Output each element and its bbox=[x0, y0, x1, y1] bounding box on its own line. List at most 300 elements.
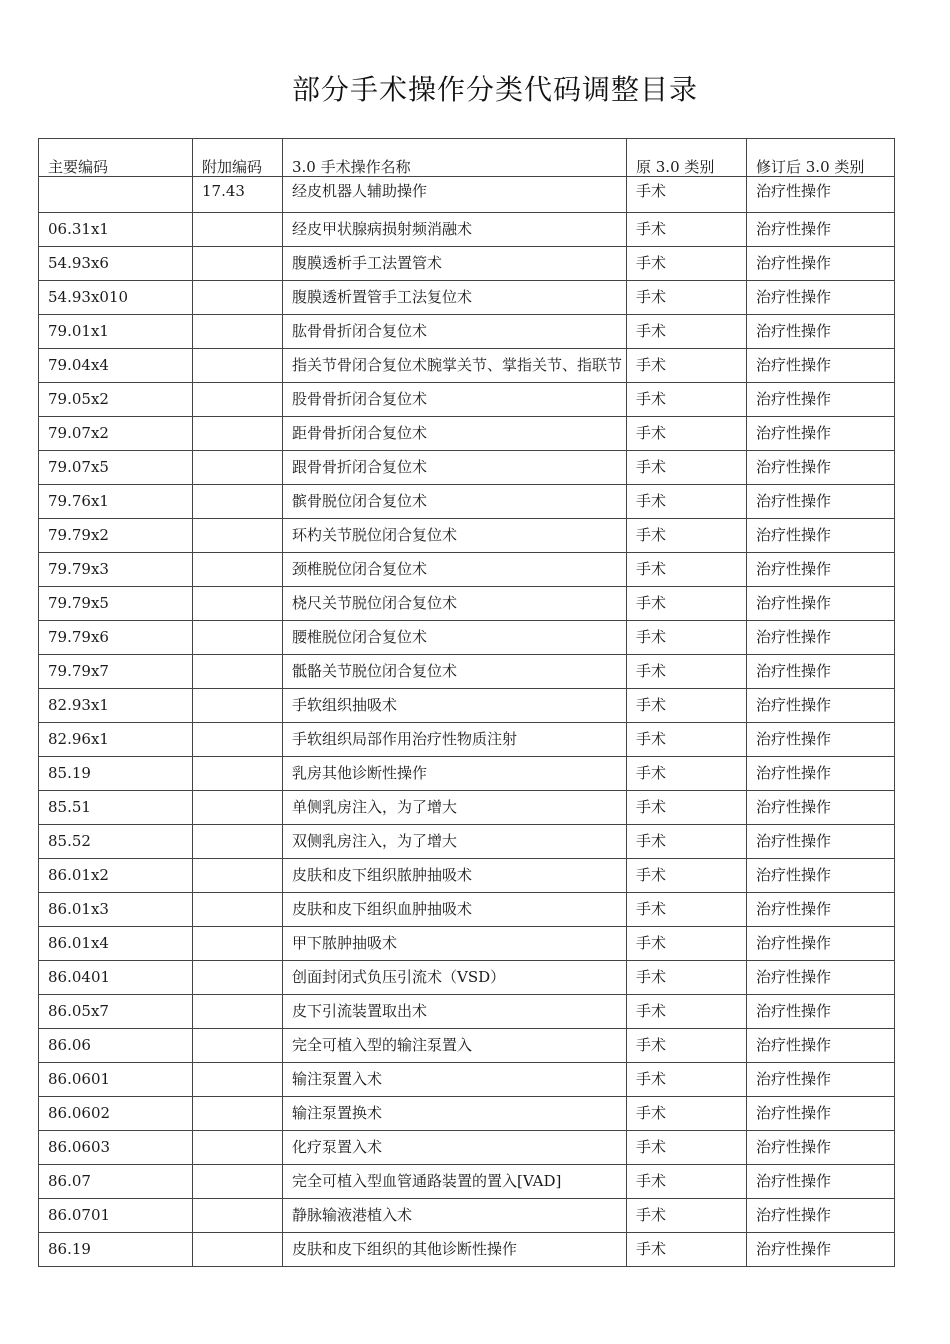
main-code-cell bbox=[39, 723, 193, 757]
procedure-name-cell bbox=[283, 893, 627, 927]
revised-category-cell bbox=[747, 689, 895, 723]
procedure-name-cell bbox=[283, 247, 627, 281]
revised-category-cell-text: 治疗性操作 bbox=[756, 182, 832, 200]
procedure-name-cell-text: 桡尺关节脱位闭合复位术 bbox=[292, 594, 458, 612]
original-category-cell-text: 手术 bbox=[636, 288, 667, 306]
main-code-cell bbox=[39, 995, 193, 1029]
table-row bbox=[39, 1029, 895, 1063]
extra-code-cell bbox=[193, 1063, 283, 1097]
extra-code-cell bbox=[193, 247, 283, 281]
original-category-cell-text: 手术 bbox=[636, 934, 667, 952]
table-row bbox=[39, 383, 895, 417]
original-category-cell bbox=[627, 417, 747, 451]
procedure-name-cell-text: 手软组织抽吸术 bbox=[292, 696, 398, 714]
original-category-cell-text: 手术 bbox=[636, 1036, 667, 1054]
revised-category-cell bbox=[747, 1029, 895, 1063]
table-row bbox=[39, 995, 895, 1029]
revised-category-cell bbox=[747, 247, 895, 281]
procedure-name-cell bbox=[283, 1029, 627, 1063]
procedure-name-cell bbox=[283, 655, 627, 689]
main-code-cell bbox=[39, 1029, 193, 1063]
procedure-name-cell-text: 跟骨骨折闭合复位术 bbox=[292, 458, 428, 476]
original-category-cell-text: 手术 bbox=[636, 390, 667, 408]
original-category-cell bbox=[627, 1131, 747, 1165]
revised-category-cell-text: 治疗性操作 bbox=[756, 1172, 832, 1190]
original-category-cell bbox=[627, 655, 747, 689]
main-code-cell-text: 86.0602 bbox=[48, 1104, 111, 1122]
extra-code-cell bbox=[193, 689, 283, 723]
main-code-cell-text: 86.0701 bbox=[48, 1206, 111, 1224]
table-row bbox=[39, 553, 895, 587]
procedure-name-cell-text: 腹膜透析手工法置管术 bbox=[292, 254, 443, 272]
revised-category-cell bbox=[747, 859, 895, 893]
revised-category-cell bbox=[747, 177, 895, 213]
original-category-cell-text: 手术 bbox=[636, 220, 667, 238]
procedure-name-cell bbox=[283, 417, 627, 451]
procedure-name-cell-text: 输注泵置换术 bbox=[292, 1104, 383, 1122]
table-row bbox=[39, 621, 895, 655]
main-code-cell-text: 86.0603 bbox=[48, 1138, 111, 1156]
procedure-name-cell bbox=[283, 757, 627, 791]
revised-category-cell bbox=[747, 961, 895, 995]
document-title: 部分手术操作分类代码调整目录 bbox=[291, 73, 698, 106]
original-category-cell bbox=[627, 825, 747, 859]
revised-category-cell bbox=[747, 1165, 895, 1199]
main-code-cell-text: 86.05x7 bbox=[48, 1002, 109, 1020]
original-category-cell bbox=[627, 1029, 747, 1063]
header-extra-code: 附加编码 bbox=[193, 139, 283, 177]
original-category-cell-text: 手术 bbox=[636, 696, 667, 714]
main-code-cell bbox=[39, 927, 193, 961]
revised-category-cell bbox=[747, 213, 895, 247]
revised-category-cell-text: 治疗性操作 bbox=[756, 900, 832, 918]
procedure-name-cell-text: 肱骨骨折闭合复位术 bbox=[292, 322, 428, 340]
original-category-cell-text: 手术 bbox=[636, 182, 667, 200]
table-row bbox=[39, 723, 895, 757]
header-procedure-name: 3.0 手术操作名称 bbox=[283, 139, 627, 177]
extra-code-cell bbox=[193, 553, 283, 587]
original-category-cell bbox=[627, 485, 747, 519]
main-code-cell bbox=[39, 757, 193, 791]
main-code-cell bbox=[39, 587, 193, 621]
revised-category-cell bbox=[747, 927, 895, 961]
main-code-cell bbox=[39, 689, 193, 723]
original-category-cell bbox=[627, 315, 747, 349]
extra-code-cell bbox=[193, 893, 283, 927]
main-code-cell bbox=[39, 825, 193, 859]
extra-code-cell bbox=[193, 417, 283, 451]
original-category-cell bbox=[627, 961, 747, 995]
procedure-name-cell-text: 静脉输液港植入术 bbox=[292, 1206, 413, 1224]
table-row bbox=[39, 655, 895, 689]
revised-category-cell bbox=[747, 621, 895, 655]
revised-category-cell bbox=[747, 1131, 895, 1165]
main-code-cell-text: 79.79x5 bbox=[48, 594, 109, 612]
revised-category-cell-text: 治疗性操作 bbox=[756, 1070, 832, 1088]
extra-code-cell bbox=[193, 1097, 283, 1131]
main-code-cell-text: 54.93x6 bbox=[48, 254, 109, 272]
main-code-cell bbox=[39, 1131, 193, 1165]
revised-category-cell-text: 治疗性操作 bbox=[756, 934, 832, 952]
procedure-name-cell bbox=[283, 689, 627, 723]
main-code-cell-text: 86.0401 bbox=[48, 968, 111, 986]
original-category-cell bbox=[627, 247, 747, 281]
revised-category-cell bbox=[747, 553, 895, 587]
revised-category-cell bbox=[747, 825, 895, 859]
revised-category-cell bbox=[747, 893, 895, 927]
main-code-cell-text: 79.79x3 bbox=[48, 560, 109, 578]
main-code-cell bbox=[39, 485, 193, 519]
procedure-name-cell-text: 完全可植入型血管通路装置的置入[VAD] bbox=[292, 1172, 562, 1190]
extra-code-cell bbox=[193, 995, 283, 1029]
procedure-name-cell-text: 完全可植入型的输注泵置入 bbox=[292, 1036, 473, 1054]
extra-code-cell bbox=[193, 177, 283, 213]
main-code-cell bbox=[39, 859, 193, 893]
extra-code-cell bbox=[193, 1165, 283, 1199]
original-category-cell-text: 手术 bbox=[636, 628, 667, 646]
main-code-cell bbox=[39, 655, 193, 689]
revised-category-cell bbox=[747, 655, 895, 689]
main-code-cell bbox=[39, 383, 193, 417]
revised-category-cell-text: 治疗性操作 bbox=[756, 764, 832, 782]
table-row bbox=[39, 859, 895, 893]
original-category-cell bbox=[627, 519, 747, 553]
procedure-name-cell-text: 腹膜透析置管手工法复位术 bbox=[292, 288, 473, 306]
revised-category-cell-text: 治疗性操作 bbox=[756, 492, 832, 510]
revised-category-cell bbox=[747, 995, 895, 1029]
main-code-cell-text: 54.93x010 bbox=[48, 288, 129, 306]
revised-category-cell-text: 治疗性操作 bbox=[756, 1138, 832, 1156]
main-code-cell bbox=[39, 519, 193, 553]
table-row bbox=[39, 961, 895, 995]
extra-code-cell bbox=[193, 587, 283, 621]
original-category-cell bbox=[627, 689, 747, 723]
procedure-name-cell-text: 化疗泵置入术 bbox=[292, 1138, 383, 1156]
original-category-cell bbox=[627, 553, 747, 587]
original-category-cell-text: 手术 bbox=[636, 764, 667, 782]
procedure-name-cell-text: 单侧乳房注入，为了增大 bbox=[292, 798, 458, 816]
original-category-cell-text: 手术 bbox=[636, 356, 667, 374]
procedure-name-cell bbox=[283, 1199, 627, 1233]
revised-category-cell-text: 治疗性操作 bbox=[756, 322, 832, 340]
revised-category-cell bbox=[747, 1097, 895, 1131]
extra-code-cell bbox=[193, 723, 283, 757]
original-category-cell-text: 手术 bbox=[636, 1104, 667, 1122]
revised-category-cell bbox=[747, 383, 895, 417]
revised-category-cell bbox=[747, 1199, 895, 1233]
original-category-cell bbox=[627, 859, 747, 893]
main-code-cell-text: 86.06 bbox=[48, 1036, 91, 1054]
revised-category-cell-text: 治疗性操作 bbox=[756, 730, 832, 748]
revised-category-cell-text: 治疗性操作 bbox=[756, 390, 832, 408]
main-code-cell bbox=[39, 349, 193, 383]
extra-code-cell bbox=[193, 383, 283, 417]
table-row bbox=[39, 1063, 895, 1097]
main-code-cell-text: 79.79x2 bbox=[48, 526, 109, 544]
procedure-name-cell bbox=[283, 1063, 627, 1097]
main-code-cell-text: 06.31x1 bbox=[48, 220, 109, 238]
procedure-name-cell-text: 经皮甲状腺病损射频消融术 bbox=[292, 220, 473, 238]
revised-category-cell-text: 治疗性操作 bbox=[756, 628, 832, 646]
original-category-cell bbox=[627, 213, 747, 247]
procedure-name-cell bbox=[283, 621, 627, 655]
procedure-name-cell bbox=[283, 177, 627, 213]
table-row bbox=[39, 485, 895, 519]
revised-category-cell bbox=[747, 349, 895, 383]
main-code-cell-text: 79.07x5 bbox=[48, 458, 109, 476]
original-category-cell-text: 手术 bbox=[636, 832, 667, 850]
main-code-cell-text: 86.07 bbox=[48, 1172, 91, 1190]
revised-category-cell bbox=[747, 417, 895, 451]
revised-category-cell-text: 治疗性操作 bbox=[756, 220, 832, 238]
procedure-name-cell bbox=[283, 1233, 627, 1267]
procedure-name-cell-text: 皮肤和皮下组织血肿抽吸术 bbox=[292, 900, 473, 918]
revised-category-cell-text: 治疗性操作 bbox=[756, 1104, 832, 1122]
main-code-cell bbox=[39, 791, 193, 825]
original-category-cell-text: 手术 bbox=[636, 424, 667, 442]
original-category-cell-text: 手术 bbox=[636, 866, 667, 884]
extra-code-cell bbox=[193, 655, 283, 689]
procedure-name-cell bbox=[283, 383, 627, 417]
revised-category-cell bbox=[747, 1233, 895, 1267]
table-row bbox=[39, 1097, 895, 1131]
revised-category-cell-text: 治疗性操作 bbox=[756, 832, 832, 850]
revised-category-cell-text: 治疗性操作 bbox=[756, 696, 832, 714]
procedure-name-cell-text: 手软组织局部作用治疗性物质注射 bbox=[292, 730, 518, 748]
main-code-cell-text: 86.01x2 bbox=[48, 866, 109, 884]
procedure-name-cell-text: 骶骼关节脱位闭合复位术 bbox=[292, 662, 458, 680]
extra-code-cell bbox=[193, 451, 283, 485]
revised-category-cell bbox=[747, 587, 895, 621]
main-code-cell bbox=[39, 553, 193, 587]
table-row bbox=[39, 451, 895, 485]
original-category-cell bbox=[627, 1165, 747, 1199]
original-category-cell bbox=[627, 349, 747, 383]
procedure-name-cell bbox=[283, 995, 627, 1029]
revised-category-cell bbox=[747, 451, 895, 485]
procedure-name-cell-text: 腰椎脱位闭合复位术 bbox=[292, 628, 428, 646]
main-code-cell-text: 79.05x2 bbox=[48, 390, 109, 408]
table-row bbox=[39, 1131, 895, 1165]
extra-code-cell bbox=[193, 1029, 283, 1063]
revised-category-cell-text: 治疗性操作 bbox=[756, 662, 832, 680]
extra-code-cell bbox=[193, 485, 283, 519]
original-category-cell-text: 手术 bbox=[636, 1138, 667, 1156]
extra-code-cell bbox=[193, 281, 283, 315]
revised-category-cell bbox=[747, 315, 895, 349]
extra-code-cell bbox=[193, 349, 283, 383]
procedure-name-cell bbox=[283, 349, 627, 383]
main-code-cell-text: 79.07x2 bbox=[48, 424, 109, 442]
procedure-name-cell bbox=[283, 315, 627, 349]
procedure-name-cell bbox=[283, 519, 627, 553]
procedure-name-cell bbox=[283, 213, 627, 247]
procedure-name-cell-text: 环杓关节脱位闭合复位术 bbox=[292, 526, 458, 544]
procedure-name-cell-text: 髌骨脱位闭合复位术 bbox=[292, 492, 428, 510]
original-category-cell bbox=[627, 1063, 747, 1097]
original-category-cell-text: 手术 bbox=[636, 1206, 667, 1224]
revised-category-cell-text: 治疗性操作 bbox=[756, 458, 832, 476]
original-category-cell-text: 手术 bbox=[636, 798, 667, 816]
procedure-name-cell bbox=[283, 927, 627, 961]
extra-code-cell bbox=[193, 1199, 283, 1233]
procedure-name-cell bbox=[283, 1131, 627, 1165]
main-code-cell bbox=[39, 1233, 193, 1267]
original-category-cell bbox=[627, 451, 747, 485]
table-row bbox=[39, 791, 895, 825]
original-category-cell-text: 手术 bbox=[636, 1240, 667, 1258]
header-revised-category: 修订后 3.0 类别 bbox=[747, 139, 895, 177]
procedure-name-cell bbox=[283, 723, 627, 757]
procedure-name-cell bbox=[283, 1097, 627, 1131]
main-code-cell-text: 82.96x1 bbox=[48, 730, 109, 748]
revised-category-cell bbox=[747, 519, 895, 553]
main-code-cell-text: 86.19 bbox=[48, 1240, 91, 1258]
main-code-cell-text: 86.01x4 bbox=[48, 934, 109, 952]
procedure-name-cell-text: 皮肤和皮下组织脓肿抽吸术 bbox=[292, 866, 473, 884]
table-header-row bbox=[39, 139, 895, 177]
table-row bbox=[39, 1199, 895, 1233]
extra-code-cell bbox=[193, 315, 283, 349]
original-category-cell bbox=[627, 893, 747, 927]
revised-category-cell bbox=[747, 281, 895, 315]
revised-category-cell-text: 治疗性操作 bbox=[756, 526, 832, 544]
original-category-cell-text: 手术 bbox=[636, 322, 667, 340]
revised-category-cell-text: 治疗性操作 bbox=[756, 1036, 832, 1054]
procedure-name-cell-text: 皮下引流装置取出术 bbox=[292, 1002, 428, 1020]
procedure-name-cell-text: 颈椎脱位闭合复位术 bbox=[292, 560, 428, 578]
table-row bbox=[39, 689, 895, 723]
original-category-cell-text: 手术 bbox=[636, 662, 667, 680]
original-category-cell-text: 手术 bbox=[636, 526, 667, 544]
revised-category-cell bbox=[747, 723, 895, 757]
procedure-name-cell bbox=[283, 587, 627, 621]
table-row bbox=[39, 213, 895, 247]
original-category-cell bbox=[627, 1097, 747, 1131]
procedure-name-cell-text: 距骨骨折闭合复位术 bbox=[292, 424, 428, 442]
extra-code-cell bbox=[193, 519, 283, 553]
procedure-name-cell bbox=[283, 1165, 627, 1199]
original-category-cell-text: 手术 bbox=[636, 1070, 667, 1088]
procedure-name-cell bbox=[283, 553, 627, 587]
table-row bbox=[39, 315, 895, 349]
table-row bbox=[39, 757, 895, 791]
extra-code-cell bbox=[193, 791, 283, 825]
main-code-cell-text: 79.79x6 bbox=[48, 628, 109, 646]
procedure-name-cell bbox=[283, 859, 627, 893]
header-original-category: 原 3.0 类别 bbox=[627, 139, 747, 177]
table-row bbox=[39, 1165, 895, 1199]
original-category-cell bbox=[627, 757, 747, 791]
procedure-name-cell-text: 乳房其他诊断性操作 bbox=[292, 764, 428, 782]
original-category-cell bbox=[627, 177, 747, 213]
revised-category-cell-text: 治疗性操作 bbox=[756, 1002, 832, 1020]
procedure-name-cell bbox=[283, 281, 627, 315]
original-category-cell bbox=[627, 927, 747, 961]
main-code-cell bbox=[39, 281, 193, 315]
main-code-cell bbox=[39, 213, 193, 247]
extra-code-cell bbox=[193, 927, 283, 961]
revised-category-cell-text: 治疗性操作 bbox=[756, 1240, 832, 1258]
revised-category-cell-text: 治疗性操作 bbox=[756, 254, 832, 272]
procedure-name-cell bbox=[283, 825, 627, 859]
original-category-cell bbox=[627, 621, 747, 655]
main-code-cell bbox=[39, 1199, 193, 1233]
procedure-name-cell-text: 双侧乳房注入，为了增大 bbox=[292, 832, 458, 850]
main-code-cell-text: 82.93x1 bbox=[48, 696, 109, 714]
table-row bbox=[39, 281, 895, 315]
table-row bbox=[39, 927, 895, 961]
main-code-cell-text: 85.52 bbox=[48, 832, 91, 850]
original-category-cell bbox=[627, 1199, 747, 1233]
extra-code-cell bbox=[193, 961, 283, 995]
table-row bbox=[39, 519, 895, 553]
procedure-name-cell-text: 股骨骨折闭合复位术 bbox=[292, 390, 428, 408]
table-row bbox=[39, 587, 895, 621]
original-category-cell-text: 手术 bbox=[636, 730, 667, 748]
original-category-cell bbox=[627, 723, 747, 757]
procedure-name-cell-text: 皮肤和皮下组织的其他诊断性操作 bbox=[292, 1240, 518, 1258]
table-row bbox=[39, 893, 895, 927]
main-code-cell-text: 85.19 bbox=[48, 764, 91, 782]
procedure-name-cell bbox=[283, 485, 627, 519]
extra-code-cell bbox=[193, 213, 283, 247]
revised-category-cell bbox=[747, 791, 895, 825]
extra-code-cell bbox=[193, 1233, 283, 1267]
original-category-cell bbox=[627, 1233, 747, 1267]
extra-code-cell bbox=[193, 757, 283, 791]
procedure-name-cell-text: 创面封闭式负压引流术（VSD） bbox=[292, 968, 506, 986]
procedure-name-cell bbox=[283, 961, 627, 995]
revised-category-cell-text: 治疗性操作 bbox=[756, 424, 832, 442]
extra-code-cell-text: 17.43 bbox=[202, 182, 245, 200]
original-category-cell-text: 手术 bbox=[636, 254, 667, 272]
revised-category-cell bbox=[747, 757, 895, 791]
original-category-cell bbox=[627, 995, 747, 1029]
main-code-cell bbox=[39, 1165, 193, 1199]
procedure-name-cell-text: 指关节骨闭合复位术腕掌关节、掌指关节、指联节 bbox=[292, 356, 623, 374]
table-row bbox=[39, 349, 895, 383]
procedure-code-table bbox=[38, 138, 895, 1267]
main-code-cell-text: 79.04x4 bbox=[48, 356, 109, 374]
original-category-cell-text: 手术 bbox=[636, 560, 667, 578]
revised-category-cell-text: 治疗性操作 bbox=[756, 866, 832, 884]
main-code-cell-text: 79.76x1 bbox=[48, 492, 109, 510]
extra-code-cell bbox=[193, 1131, 283, 1165]
main-code-cell bbox=[39, 451, 193, 485]
table-row bbox=[39, 417, 895, 451]
original-category-cell-text: 手术 bbox=[636, 968, 667, 986]
revised-category-cell-text: 治疗性操作 bbox=[756, 356, 832, 374]
table-row bbox=[39, 177, 895, 213]
main-code-cell bbox=[39, 1063, 193, 1097]
original-category-cell-text: 手术 bbox=[636, 492, 667, 510]
header-main-code: 主要编码 bbox=[39, 139, 193, 177]
procedure-name-cell bbox=[283, 451, 627, 485]
extra-code-cell bbox=[193, 825, 283, 859]
procedure-name-cell-text: 甲下脓肿抽吸术 bbox=[292, 934, 398, 952]
extra-code-cell bbox=[193, 621, 283, 655]
original-category-cell bbox=[627, 281, 747, 315]
main-code-cell bbox=[39, 961, 193, 995]
revised-category-cell-text: 治疗性操作 bbox=[756, 968, 832, 986]
main-code-cell-text: 86.0601 bbox=[48, 1070, 111, 1088]
main-code-cell-text: 85.51 bbox=[48, 798, 91, 816]
original-category-cell-text: 手术 bbox=[636, 458, 667, 476]
revised-category-cell-text: 治疗性操作 bbox=[756, 560, 832, 578]
main-code-cell bbox=[39, 893, 193, 927]
original-category-cell-text: 手术 bbox=[636, 900, 667, 918]
